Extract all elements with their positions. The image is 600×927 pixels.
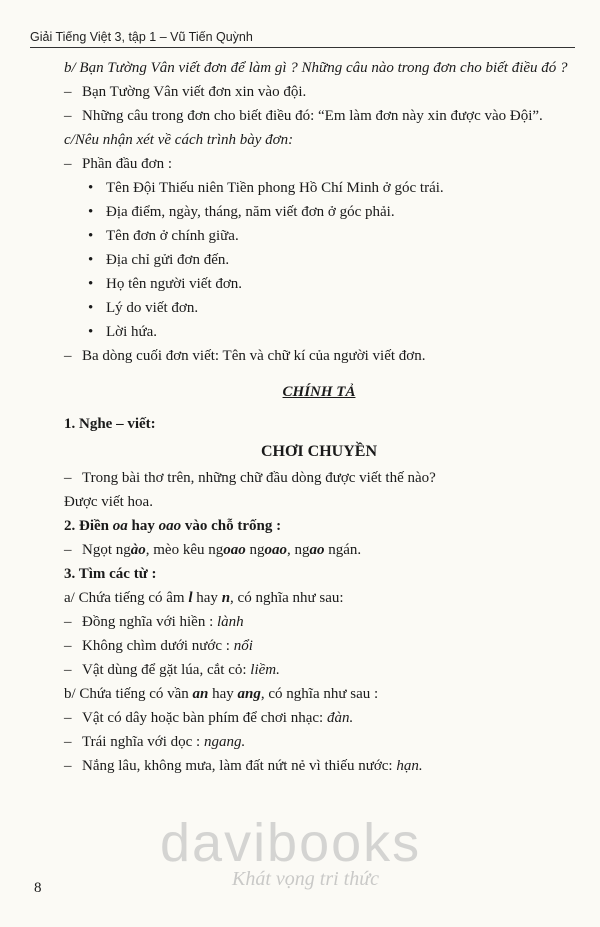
ex3-b-item [64, 708, 574, 728]
ex3-a-prompt [64, 588, 574, 608]
ex3-b-mid: hay [208, 686, 238, 702]
bullet-item: • Địa điểm, ngày, tháng, năm viết đơn ở góc phải. [64, 202, 574, 222]
ex3-a-item [64, 660, 574, 680]
item-question: Đồng nghĩa với hiền : [82, 614, 217, 630]
ex2-fill: oao [223, 542, 246, 558]
ex3-a-item [64, 636, 574, 656]
ex3-a-l: l [188, 590, 193, 606]
ex2-heading-pre: 2. Điền [64, 518, 113, 534]
item-answer: nổi [233, 638, 253, 654]
ex3-a-pre: a/ Chứa tiếng có âm [64, 590, 189, 606]
running-header: Giải Tiếng Việt 3, tập 1 – Vũ Tiến Quỳnh [30, 30, 575, 48]
item-answer: liềm. [250, 662, 280, 678]
ex3-a-mid: hay [192, 590, 222, 606]
ex2-text: ng [245, 542, 265, 558]
part-b-answer-2: – Những câu trong đơn cho biết điều đó: “Em làm đơn này xin được vào Đội”. [64, 106, 574, 126]
ex3-b-ang: ang [237, 686, 261, 702]
item-question: Vật có dây hoặc bàn phím để chơi nhạc: [82, 710, 327, 726]
item-answer: đàn. [326, 710, 354, 726]
ex2-fill: ào [130, 542, 146, 558]
bullet-item: • Họ tên người viết đơn. [64, 274, 574, 294]
item-question: Nắng lâu, không mưa, làm đất nứt nẻ vì thiếu nước: [82, 758, 397, 774]
item-question: Không chìm dưới nước : [82, 638, 234, 654]
ex2-text: , ng [286, 542, 310, 558]
ex3-a-n: n [221, 590, 231, 606]
section-heading [64, 382, 574, 402]
ex2-text: ngán. [324, 542, 362, 558]
ex3-b-pre: b/ Chứa tiếng có vần [64, 686, 193, 702]
ex2-fill: ao [309, 542, 325, 558]
part-b-answer-1: – Bạn Tường Vân viết đơn xin vào đội. [64, 82, 574, 102]
ex2-fill: oao [264, 542, 287, 558]
ex3-b-prompt [64, 684, 574, 704]
bullet-item: • Lời hứa. [64, 322, 574, 342]
poem-title: CHƠI CHUYỀN [260, 443, 377, 460]
ex2-heading-oa: oa [112, 518, 128, 534]
ex2-line [64, 540, 574, 560]
item-answer: ngang. [203, 734, 246, 750]
watermark-brand: davibooks [160, 813, 422, 873]
part-c-head: – Phần đầu đơn : [64, 154, 574, 174]
item-answer: lành [217, 614, 244, 630]
bullet-item: • Địa chỉ gửi đơn đến. [64, 250, 574, 270]
ex2-heading-oao: oao [158, 518, 182, 534]
ex3-b-an: an [192, 686, 209, 702]
part-c-last: – Ba dòng cuối đơn viết: Tên và chữ kí của người viết đơn. [64, 346, 574, 366]
ex3-b-item [64, 732, 574, 752]
bullet-item: • Lý do viết đơn. [64, 298, 574, 318]
item-question: Trái nghĩa với dọc : [82, 734, 204, 750]
ex2-heading-mid: hay [127, 518, 159, 534]
ex3-a-item [64, 612, 574, 632]
page-number: 8 [34, 880, 42, 896]
page-content [64, 58, 574, 780]
ex2-text: , mèo kêu ng [145, 542, 224, 558]
ex3-a-post: , có nghĩa như sau: [230, 590, 344, 606]
item-answer: hạn. [396, 758, 423, 774]
ex3-b-post: , có nghĩa như sau : [260, 686, 379, 702]
part-b-question: b/ Bạn Tường Vân viết đơn để làm gì ? Những câu nào trong đơn cho biết điều đó ? [64, 60, 568, 76]
watermark-slogan: Khát vọng tri thức [232, 868, 380, 890]
ex2-heading-post: vào chỗ trống : [181, 518, 282, 534]
section-title: CHÍNH TẢ [282, 384, 356, 400]
ex1-answer: Được viết hoa. [64, 494, 153, 510]
item-question: Vật dùng để gặt lúa, cắt cỏ: [82, 662, 251, 678]
bullet-item: • Tên Đội Thiếu niên Tiền phong Hồ Chí Minh ở góc trái. [64, 178, 574, 198]
ex2-text: Ngọt ng [82, 542, 131, 558]
bullet-item: • Tên đơn ở chính giữa. [64, 226, 574, 246]
ex1-heading: 1. Nghe – viết: [64, 416, 156, 432]
ex2-heading [64, 516, 574, 536]
ex1-question: – Trong bài thơ trên, những chữ đầu dòng được viết thế nào? [64, 468, 574, 488]
part-c-question: c/Nêu nhận xét về cách trình bày đơn: [64, 132, 294, 148]
ex3-b-item [64, 756, 574, 776]
ex3-heading: 3. Tìm các từ : [64, 566, 157, 582]
